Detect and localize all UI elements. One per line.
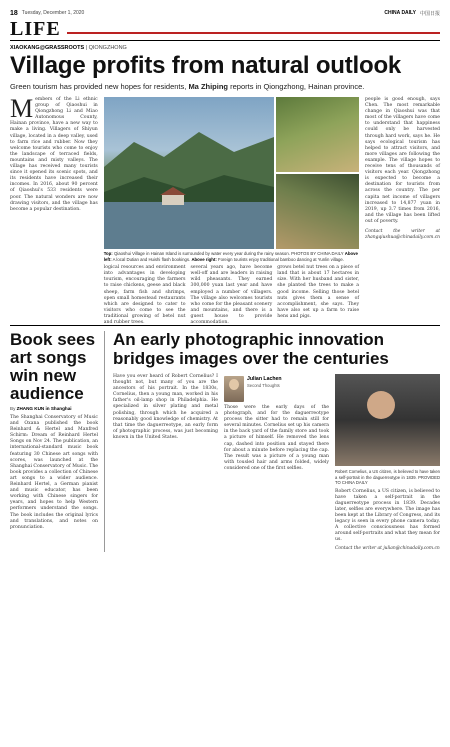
photo-caption: Top: Qiaoshui Village in Hainan Island is surrounded by water every year during the rainy season. PHOTOS BY CHINA DAILY Above left: A local Dutian and Huishi flash bookings. Above right: Foreign tourists enjoy traditional bamboo dancing at Yunlin village. (103, 251, 358, 262)
side-photos (276, 97, 359, 249)
side-photo-top (276, 97, 359, 172)
publication-name-cn: 中国日报 (419, 10, 440, 17)
photography-story-columns (113, 374, 440, 552)
section-title: LIFE (10, 18, 61, 40)
lead-text: embers of the Li ethnic group of Qiaoshui in Qiongzhong Li and Miao Autonomous County, Hainan province, have a new way to make a living. Villagers of Shiyun village, located in a deep valley, used to farm rice and rubber. Now they welcome tourists who come to enjoy the landscape of terraced fields, mountains and misty valleys. The village has received many tourists since it opened its scenic spots, and its residents have increased their incomes. In 2016, about 90 percent of Qiaoshui's 533 residents were poor. The natural wonders are now drawing visitors, and the village has become a popular destination. (10, 97, 98, 212)
publication-name: CHINA DAILY (384, 9, 416, 16)
bottom-stories (10, 331, 440, 552)
main-photo-art (104, 97, 274, 249)
deck-author: Ma Zhiping (188, 82, 229, 91)
lead-contact: Contact the writer at zhangqiushua@chinadaily.com.cn (365, 228, 441, 241)
main-headline: Village profits from natural outlook (10, 52, 402, 79)
main-photo (104, 97, 274, 249)
drop-cap: M (10, 94, 34, 123)
page-number: 18 (10, 9, 18, 17)
photography-col-1: Have you ever heard of Robert Cornelius? I thought not, but many of you are the ancestors of his portrait. In the 1830s, Cornelius, then a young man, worked in his father's oil-lamp shop in Philadelphia. He specialized in silver plating and metal polishing, through which he acquired a reasonably good knowledge of chemistry. At that time the daguerreotype, an early form of photographic process, was just becoming known in the United States. (113, 374, 218, 440)
book-story-headline: Book sees art songs win new audience (10, 330, 96, 403)
side-photo-bottom (276, 174, 359, 249)
lead-column-1 (10, 94, 98, 321)
cornelius-photo (335, 374, 440, 466)
deck (10, 82, 440, 91)
lead-story (10, 94, 441, 326)
photo-row (104, 97, 359, 249)
lead-columns-2-3 (104, 265, 359, 326)
deck-text: Green tourism has provided new hopes for residents, (10, 82, 187, 91)
kicker-sub: QIONGZHONG (88, 45, 127, 51)
lead-column-2: logical resources and environment into advantages in developing tourism, encouraging the farmers to raise chickens, geese and black sheep, farm fish and shrimps, open small homestead restaurants which are designed to cater to visitors who come to see the traditional growing of betel nut and rubber trees. (103, 265, 186, 326)
photography-contact: Contact the writer at julian@chinadaily.com.cn (335, 546, 440, 552)
photography-story (113, 331, 440, 552)
kicker-main: XIAOKANG@GRASSROOTS (10, 45, 85, 51)
photography-col-2: Julian Lachen Second Thoughts Those were the early days of the photograph, and for the daguerreotype process the sitter had to remain still for several minutes. Cornelius set up his camera in the back yard of the family store and took a picture of himself. He removed the lens cap, dashed into position and stayed there for about a minute before replacing the cap. The result was a picture of a young man with tousled hair and arms folded, widely considered one of the first selfies. (224, 376, 330, 471)
author-box (224, 376, 329, 402)
author-photo (224, 376, 244, 402)
section-divider (67, 32, 440, 34)
book-story-body: The Shanghai Conservatory of Music and Oxana published the book Reinhard & Hertel and Manfred Schirm: Dream of Reinhard Hertel Songs on Nov 24. The publication, an international-standard music book featuring 30 Chinese art songs with scores, was launched at the Shanghai Conservatory of Music. The book provides a collection of Chinese art songs to a wider audience. Reinhard Hertel, a German pianist and music educator, has been working with Chinese singers for years, and hopes to help Western performers understand the songs. The book includes the original lyrics and translations, and notes on pronunciation. (10, 415, 98, 530)
cornelius-caption: Robert Cornelius, a US citizen, is believed to have taken a self-portrait in the daguerreotype in 1839. PROVIDED TO CHINA DAILY (335, 469, 440, 485)
photo-block (103, 97, 360, 326)
deck-rest: reports in Qiongzhong, Hainan province. (230, 82, 365, 91)
photography-col-3: Robert Cornelius, a US citizen, is believed to have taken a self-portrait in the daguerreotype in 1839. PROVIDED TO CHINA DAILY Robert Cornelius, a US citizen, is believed to have taken a self-portrait in the daguerreotype process in 1839. Decades later, selfies are everywhere. The image has been kept at the Library of Congress, and its legacy is seen in every phone camera today. A collective consciousness has formed around self-portraits and what they mean for us. Contact the writer at julian@chinadaily.com.cn (335, 374, 440, 552)
kicker: XIAOKANG@GRASSROOTS | QIONGZHONG (10, 45, 127, 51)
book-story (10, 331, 105, 552)
section-bar (10, 20, 440, 41)
photography-story-headline: An early photographic innovation bridges images over the centuries (113, 330, 389, 368)
book-story-byline: By ZHANG KUN in Shanghai (10, 406, 72, 411)
issue-date: Tuesday, December 1, 2020 (21, 10, 85, 16)
author-name: Julian Lachen Second Thoughts (247, 376, 282, 388)
lead-column-4: grows betel nut trees on a piece of land that is about 17 hectares in size. With her husband and sister, she planted the trees to make a good income. Selling those betel nuts gives them a sense of accomplishment, she says. They have also set up a farm to raise hens and pigs. (277, 265, 360, 319)
lead-column-3: several years ago, have become well-off and are leaders in raising wild pheasants. They earned 300,000 yuan last year and have employed a number of villagers. The village also welcomes tourists who come for the pleasant scenery and mountains, and there is a guest house to provide accommodation. (190, 265, 273, 326)
lead-column-right: people is good enough, says Chen. The most remarkable change in Qiaoshui was that most of the villagers have come to understand that happiness could only be harvested through hard work, says he. He says ecological tourism has helped to attract visitors, and more villages are following the example. The village hopes to receive tens of thousands of visitors each year. Qiongzhong is expected to become a destination for tourists from across the country. The per capita net income of villagers increased to 14,877 yuan in 2019, up 3.7 times from 2016, and the village has been lifted out of poverty. Contact the writer at zhangqiushua@chinadaily.com.cn (365, 97, 441, 241)
page-header (10, 8, 440, 18)
